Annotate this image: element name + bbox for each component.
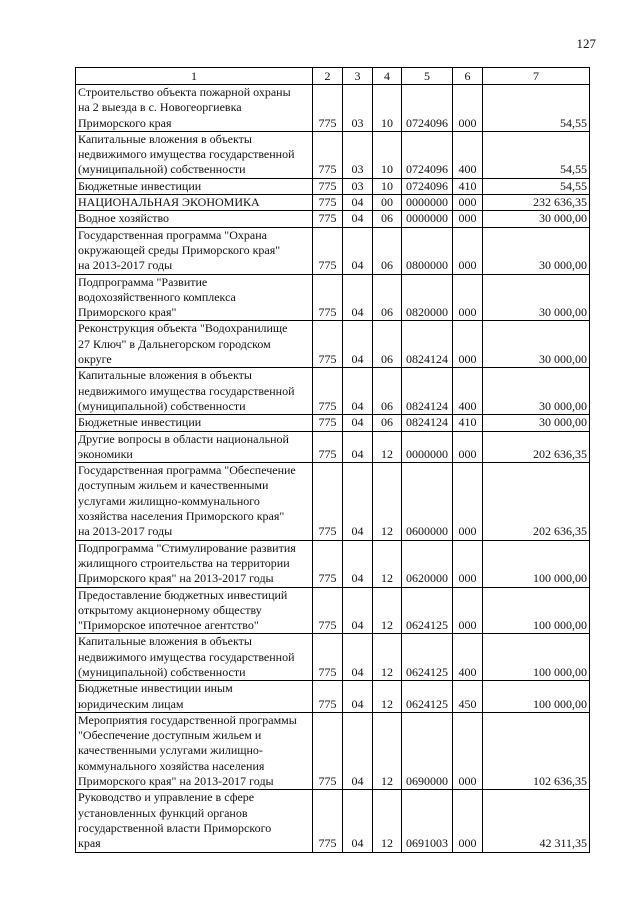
cell-name [76,540,313,587]
cell-amount: 30 000,00 [483,211,590,227]
cell-name [76,712,313,789]
name-line: Мероприятия государственной программы [78,712,297,727]
cell-section: 04 [343,790,373,852]
name-line: открытому акционерному обществу [78,602,262,617]
cell-subsection: 06 [373,368,402,415]
table-row [76,431,590,463]
cell-subsection: 12 [373,681,402,713]
cell-target-article: 0824124 [402,368,453,415]
name-line: на 2013-2017 годы [78,524,173,539]
table-row [76,587,590,634]
budget-table [75,67,590,853]
cell-ved: 775 [313,431,343,463]
cell-section: 04 [343,211,373,227]
cell-amount: 30 000,00 [483,227,590,274]
table-row [76,227,590,274]
cell-ved: 775 [313,195,343,211]
cell-section: 04 [343,227,373,274]
name-line: хозяйства населения Приморского края" [78,509,285,524]
cell-section: 03 [343,85,373,132]
name-line: Другие вопросы в области национальной [78,431,289,446]
cell-name [76,790,313,852]
cell-amount: 30 000,00 [483,415,590,431]
cell-ved: 775 [313,211,343,227]
cell-target-article: 0624125 [402,587,453,634]
cell-amount: 100 000,00 [483,540,590,587]
name-line: окружающей среды Приморского края" [78,242,281,257]
cell-target-article: 0620000 [402,540,453,587]
table-row [76,195,590,211]
cell-section: 04 [343,274,373,321]
name-line: Подпрограмма "Развитие [78,274,208,289]
table-row [76,131,590,178]
cell-expense-type: 000 [453,463,483,540]
cell-subsection: 06 [373,227,402,274]
name-line: экономики [78,446,133,461]
cell-amount: 54,55 [483,178,590,194]
table-row [76,211,590,227]
name-line: Водное хозяйство [78,211,170,226]
page-number: 127 [576,36,596,51]
cell-section: 04 [343,463,373,540]
table-row [76,712,590,789]
cell-section: 03 [343,131,373,178]
cell-section: 04 [343,587,373,634]
name-line: края [78,836,101,851]
cell-name [76,85,313,132]
cell-target-article: 0724096 [402,178,453,194]
cell-name [76,227,313,274]
cell-expense-type: 400 [453,368,483,415]
name-line: Руководство и управление в сфере [78,790,255,805]
cell-section: 04 [343,415,373,431]
cell-target-article: 0724096 [402,131,453,178]
name-line: недвижимого имущества государственной [78,147,295,162]
name-line: Государственная программа "Обеспечение [78,463,296,478]
cell-ved: 775 [313,85,343,132]
table-body [76,85,590,853]
cell-expense-type: 450 [453,681,483,713]
cell-section: 04 [343,540,373,587]
table-row [76,681,590,713]
cell-amount: 42 311,35 [483,790,590,852]
name-line: Приморского края" на 2013-2017 годы [78,774,274,789]
cell-expense-type: 000 [453,227,483,274]
cell-section: 04 [343,681,373,713]
cell-amount: 202 636,35 [483,431,590,463]
cell-expense-type: 000 [453,321,483,368]
table-header-row [76,68,590,85]
cell-ved: 775 [313,415,343,431]
cell-expense-type: 000 [453,712,483,789]
cell-name [76,431,313,463]
name-line: на 2013-2017 годы [78,258,173,273]
cell-amount: 30 000,00 [483,368,590,415]
name-line: юридическим лицам [78,696,184,711]
header-cell: 6 [453,68,483,85]
name-line: качественными услугами жилищно- [78,743,263,758]
cell-subsection: 12 [373,463,402,540]
cell-name [76,211,313,227]
table-row [76,321,590,368]
name-line: 27 Ключ" в Дальнегорском городском [78,336,271,351]
cell-expense-type: 000 [453,587,483,634]
name-line: Бюджетные инвестиции иным [78,681,233,696]
cell-amount: 100 000,00 [483,681,590,713]
name-line: недвижимого имущества государственной [78,649,295,664]
name-line: Бюджетные инвестиции [78,415,202,430]
cell-subsection: 12 [373,634,402,681]
cell-section: 04 [343,368,373,415]
name-line: Бюджетные инвестиции [78,178,202,193]
table-row [76,368,590,415]
name-line: государственной власти Приморского [78,820,272,835]
name-line: Приморского края" [78,305,177,320]
cell-ved: 775 [313,587,343,634]
cell-section: 04 [343,712,373,789]
cell-name [76,463,313,540]
cell-target-article: 0000000 [402,211,453,227]
table-row [76,540,590,587]
cell-name [76,274,313,321]
cell-target-article: 0820000 [402,274,453,321]
cell-target-article: 0624125 [402,634,453,681]
cell-name [76,681,313,713]
cell-ved: 775 [313,540,343,587]
cell-amount: 54,55 [483,131,590,178]
cell-target-article: 0824124 [402,321,453,368]
cell-name [76,178,313,194]
name-line: округе [78,352,112,367]
cell-amount: 202 636,35 [483,463,590,540]
cell-amount: 100 000,00 [483,634,590,681]
cell-subsection: 10 [373,131,402,178]
cell-target-article: 0824124 [402,415,453,431]
cell-expense-type: 410 [453,415,483,431]
cell-name [76,587,313,634]
name-line: Приморского края" на 2013-2017 годы [78,571,274,586]
cell-ved: 775 [313,131,343,178]
table-row [76,790,590,852]
cell-ved: 775 [313,227,343,274]
name-line: недвижимого имущества государственной [78,383,295,398]
cell-amount: 232 636,35 [483,195,590,211]
table-row [76,463,590,540]
name-line: Подпрограмма "Стимулирование развития [78,540,296,555]
name-line: Капитальные вложения в объекты [78,131,252,146]
cell-subsection: 00 [373,195,402,211]
table-row [76,274,590,321]
name-line: Государственная программа "Охрана [78,227,267,242]
cell-subsection: 10 [373,178,402,194]
cell-name [76,131,313,178]
cell-name [76,195,313,211]
header-cell: 2 [313,68,343,85]
cell-expense-type: 000 [453,431,483,463]
cell-subsection: 12 [373,587,402,634]
cell-target-article: 0000000 [402,431,453,463]
name-line: Предоставление бюджетных инвестиций [78,587,288,602]
cell-section: 04 [343,195,373,211]
name-line: НАЦИОНАЛЬНАЯ ЭКОНОМИКА [78,195,260,210]
cell-amount: 30 000,00 [483,321,590,368]
cell-ved: 775 [313,681,343,713]
cell-section: 03 [343,178,373,194]
cell-name [76,634,313,681]
name-line: (муниципальной) собственности [78,664,246,679]
cell-section: 04 [343,634,373,681]
name-line: Строительство объекта пожарной охраны [78,85,291,99]
cell-name [76,321,313,368]
header-cell: 5 [402,68,453,85]
cell-section: 04 [343,431,373,463]
cell-expense-type: 000 [453,790,483,852]
table-row [76,85,590,132]
name-line: Приморского края [78,115,172,130]
cell-name [76,415,313,431]
cell-expense-type: 000 [453,211,483,227]
cell-section: 04 [343,321,373,368]
cell-ved: 775 [313,274,343,321]
cell-expense-type: 410 [453,178,483,194]
name-line: жилищного строительства на территории [78,555,290,570]
cell-ved: 775 [313,321,343,368]
cell-amount: 54,55 [483,85,590,132]
cell-ved: 775 [313,790,343,852]
cell-ved: 775 [313,178,343,194]
cell-ved: 775 [313,712,343,789]
cell-target-article: 0690000 [402,712,453,789]
cell-subsection: 06 [373,321,402,368]
cell-expense-type: 000 [453,85,483,132]
name-line: установленных функций органов [78,805,248,820]
table-row [76,415,590,431]
cell-subsection: 12 [373,712,402,789]
cell-expense-type: 000 [453,274,483,321]
cell-expense-type: 000 [453,540,483,587]
name-line: "Обеспечение доступным жильем и [78,728,262,743]
cell-target-article: 0000000 [402,195,453,211]
cell-subsection: 06 [373,211,402,227]
name-line: доступным жильем и качественными [78,478,269,493]
name-line: Капитальные вложения в объекты [78,634,252,649]
name-line: услугами жилищно-коммунального [78,493,260,508]
cell-expense-type: 400 [453,131,483,178]
cell-subsection: 06 [373,415,402,431]
cell-amount: 30 000,00 [483,274,590,321]
cell-subsection: 06 [373,274,402,321]
name-line: Реконструкция объекта "Водохранилище [78,321,288,336]
cell-amount: 102 636,35 [483,712,590,789]
cell-ved: 775 [313,634,343,681]
name-line: водохозяйственного комплекса [78,289,236,304]
cell-ved: 775 [313,368,343,415]
name-line: "Приморское ипотечное агентство" [78,618,259,633]
header-cell: 4 [373,68,402,85]
header-cell: 7 [483,68,590,85]
cell-subsection: 10 [373,85,402,132]
cell-subsection: 12 [373,540,402,587]
cell-expense-type: 000 [453,195,483,211]
name-line: коммунального хозяйства населения [78,758,265,773]
header-cell: 3 [343,68,373,85]
cell-target-article: 0600000 [402,463,453,540]
cell-expense-type: 400 [453,634,483,681]
cell-subsection: 12 [373,431,402,463]
cell-subsection: 12 [373,790,402,852]
table-row [76,178,590,194]
table-row [76,634,590,681]
cell-amount: 100 000,00 [483,587,590,634]
cell-target-article: 0800000 [402,227,453,274]
cell-target-article: 0691003 [402,790,453,852]
cell-name [76,368,313,415]
cell-ved: 775 [313,463,343,540]
cell-target-article: 0724096 [402,85,453,132]
name-line: (муниципальной) собственности [78,398,246,413]
cell-target-article: 0624125 [402,681,453,713]
name-line: Капитальные вложения в объекты [78,368,252,383]
name-line: (муниципальной) собственности [78,162,246,177]
name-line: на 2 выезда в с. Новогеоргиевка [78,100,242,115]
header-cell: 1 [76,68,313,85]
